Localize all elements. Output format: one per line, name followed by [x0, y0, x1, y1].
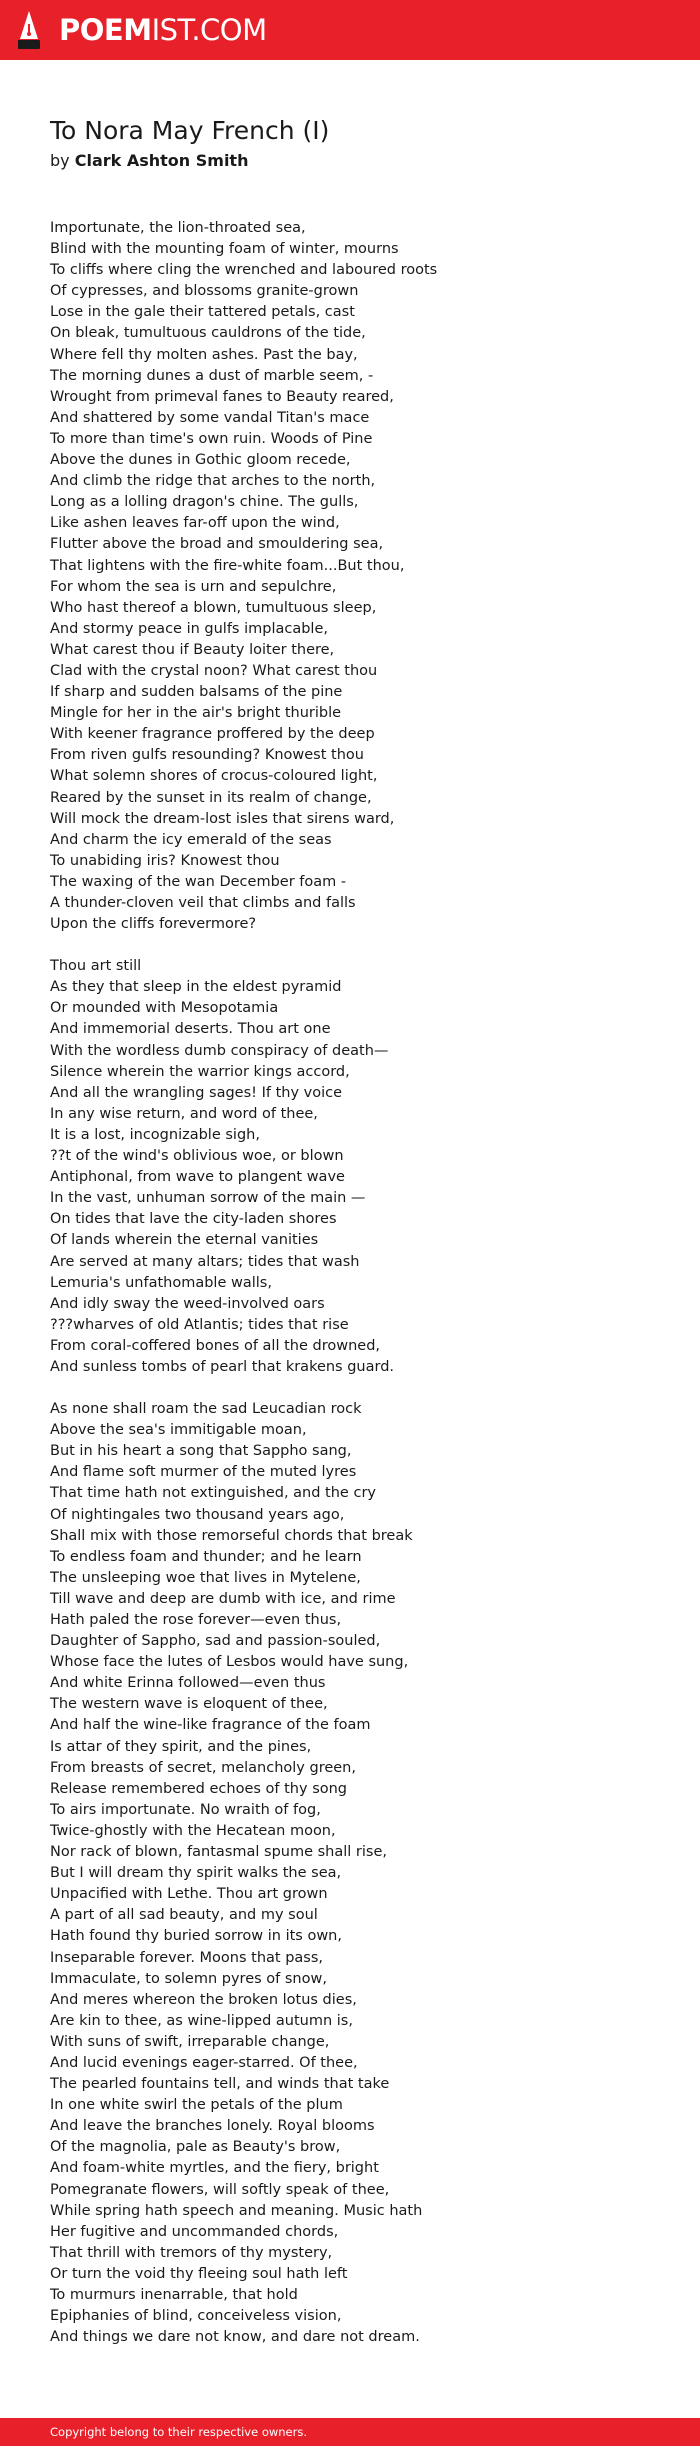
stanza: [50, 218, 670, 935]
poem-line: Whose face the lutes of Lesbos would have sung,: [50, 1654, 409, 1671]
poem-line: But in his heart a song that Sappho sang,: [50, 1443, 352, 1460]
poem-line: In any wise return, and word of thee,: [50, 1105, 318, 1122]
poem-line: And white Erinna followed—even thus: [50, 1675, 326, 1692]
poem-line: Of nightingales two thousand years ago,: [50, 1506, 345, 1523]
poem-line: The morning dunes a dust of marble seem, -: [50, 367, 374, 384]
poem-line: As they that sleep in the eldest pyramid: [50, 979, 342, 996]
poem-line: On tides that lave the city-laden shores: [50, 1211, 337, 1228]
copyright-text: Copyright belong to their respective owners.: [50, 2425, 308, 2439]
poem-line: Unpacified with Lethe. Thou art grown: [50, 1886, 328, 1903]
author-link[interactable]: Clark Ashton Smith: [74, 151, 249, 170]
poem-line: From riven gulfs resounding? Knowest thou: [50, 747, 364, 764]
poem-line: Clad with the crystal noon? What carest thou: [50, 662, 378, 679]
by-label: by: [50, 151, 75, 170]
poem-line: And charm the icy emerald of the seas: [50, 831, 332, 848]
poem-line: Wrought from primeval fanes to Beauty reared,: [50, 388, 394, 405]
poem-line: And all the wrangling sages! If thy voice: [50, 1084, 343, 1101]
poem-line: That lightens with the fire-white foam...But thou,: [50, 557, 405, 574]
poem-line: Lose in the gale their tattered petals, cast: [50, 304, 355, 321]
poem-line: Above the dunes in Gothic gloom recede,: [50, 452, 351, 469]
poem-line: And immemorial deserts. Thou art one: [50, 1021, 331, 1038]
poem-line: Pomegranate flowers, will softly speak of thee,: [50, 2181, 390, 2198]
poem-line: Or turn the void thy fleeing soul hath left: [50, 2265, 348, 2282]
poem-line: Are kin to thee, as wine-lipped autumn is,: [50, 2012, 353, 2029]
poem-line: Is attar of they spirit, and the pines,: [50, 1738, 312, 1755]
poem-line: What carest thou if Beauty loiter there,: [50, 641, 335, 658]
poem-line: Lemuria's unfathomable walls,: [50, 1274, 272, 1291]
top-bar: [0, 0, 700, 60]
byline: [50, 150, 650, 172]
poem-line: Antiphonal, from wave to plangent wave: [50, 1169, 345, 1186]
poem-line: Of the magnolia, pale as Beauty's brow,: [50, 2139, 341, 2156]
poem-line: Who hast thereof a blown, tumultuous sleep,: [50, 599, 377, 616]
poem-line: And meres whereon the broken lotus dies,: [50, 1991, 357, 2008]
poem-line: Importunate, the lion-throated sea,: [50, 220, 306, 236]
poem-line: Of cypresses, and blossoms granite-grown: [50, 283, 359, 300]
poem-line: To unabiding iris? Knowest thou: [50, 852, 280, 869]
poem-line: ???wharves of old Atlantis; tides that rise: [50, 1316, 349, 1333]
poem-line: If sharp and sudden balsams of the pine: [50, 684, 343, 701]
poem-line: Inseparable forever. Moons that pass,: [50, 1949, 324, 1966]
poem-line: Shall mix with those remorseful chords that break: [50, 1527, 413, 1544]
poem-line: To endless foam and thunder; and he learn: [50, 1548, 362, 1565]
poem-line: And shattered by some vandal Titan's mace: [50, 409, 370, 426]
poem-line: From coral-coffered bones of all the drowned,: [50, 1337, 381, 1354]
poem-line: Flutter above the broad and smouldering sea,: [50, 536, 384, 553]
poem-line: To more than time's own ruin. Woods of Pine: [50, 430, 373, 447]
poem-line: The waxing of the wan December foam -: [50, 873, 347, 890]
poem-line: That time hath not extinguished, and the cry: [50, 1485, 376, 1502]
poem-line: For whom the sea is urn and sepulchre,: [50, 578, 337, 595]
poem-line: And half the wine-like fragrance of the foam: [50, 1717, 371, 1734]
poem-line: A thunder-cloven veil that climbs and falls: [50, 895, 356, 911]
footer-bar: [0, 2418, 700, 2446]
poem-line: The western wave is eloquent of thee,: [50, 1696, 328, 1713]
poem-line: Thou art still: [50, 958, 142, 975]
poem-line: From breasts of secret, melancholy green,: [50, 1759, 356, 1776]
poem-line: And idly sway the weed-involved oars: [50, 1295, 325, 1312]
poem-line: While spring hath speech and meaning. Music hath: [50, 2202, 423, 2219]
poem-line: What solemn shores of crocus-coloured light,: [50, 768, 378, 785]
poem-line: Above the sea's immitigable moan,: [50, 1422, 307, 1439]
poem-line: With the wordless dumb conspiracy of death—: [50, 1042, 389, 1059]
poem-line: And flame soft murmer of the muted lyres: [50, 1464, 357, 1481]
poem-line: ??t of the wind's oblivious woe, or blown: [50, 1148, 344, 1165]
poem-body: [50, 218, 670, 2369]
poem-line: Epiphanies of blind, conceiveless vision,: [50, 2308, 342, 2325]
poem-line: As none shall roam the sad Leucadian rock: [50, 1401, 362, 1418]
poem-line: The unsleeping woe that lives in Mytelene,: [50, 1569, 361, 1586]
poem-line: On bleak, tumultuous cauldrons of the tide,: [50, 325, 366, 342]
poem-line: Her fugitive and uncommanded chords,: [50, 2223, 339, 2240]
poem-line: And foam-white myrtles, and the fiery, bright: [50, 2160, 379, 2177]
poem-title: To Nora May French (I): [50, 116, 330, 145]
poem-line: And leave the branches lonely. Royal blooms: [50, 2118, 375, 2135]
poem-line: Reared by the sunset in its realm of change,: [50, 789, 372, 806]
site-logo[interactable]: [16, 10, 267, 50]
poem-line: Till wave and deep are dumb with ice, and rime: [50, 1590, 396, 1607]
poem-line: Hath found thy buried sorrow in its own,: [50, 1928, 342, 1945]
poem-line: Of lands wherein the eternal vanities: [50, 1232, 319, 1249]
poem-line: Release remembered echoes of thy song: [50, 1780, 348, 1797]
poem-line: With keener fragrance proffered by the deep: [50, 726, 375, 743]
poem-line: And lucid evenings eager-starred. Of thee,: [50, 2054, 358, 2071]
poem-line: Blind with the mounting foam of winter, mourns: [50, 241, 399, 258]
poem-line: Immaculate, to solemn pyres of snow,: [50, 1970, 327, 1987]
poem-line: Mingle for her in the air's bright thurible: [50, 705, 342, 722]
logo-text: [59, 10, 267, 50]
poem-line: In one white swirl the petals of the plum: [50, 2097, 343, 2114]
poem-line: Twice-ghostly with the Hecatean moon,: [50, 1822, 336, 1839]
poem-line: Or mounded with Mesopotamia: [50, 1000, 279, 1017]
poem-line: To murmurs inenarrable, that hold: [50, 2287, 298, 2303]
poem-header: [50, 114, 650, 172]
poem-line: With suns of swift, irreparable change,: [50, 2033, 330, 2050]
poem-line: And things we dare not know, and dare not dream.: [50, 2329, 420, 2346]
poem-line: To cliffs where cling the wrenched and laboured roots: [50, 262, 438, 279]
logo-text-light: IST.COM: [151, 13, 267, 47]
poem-line: In the vast, unhuman sorrow of the main —: [50, 1190, 366, 1207]
poem-line: To airs importunate. No wraith of fog,: [50, 1801, 321, 1818]
stanza: [50, 956, 670, 1378]
poem-line: Where fell thy molten ashes. Past the bay,: [50, 346, 358, 363]
poem-line: The pearled fountains tell, and winds that take: [50, 2076, 390, 2093]
poem-line: And stormy peace in gulfs implacable,: [50, 620, 328, 637]
stanza: [50, 1399, 670, 2348]
poem-line: But I will dream thy spirit walks the sea,: [50, 1865, 342, 1882]
poem-line: Silence wherein the warrior kings accord,: [50, 1063, 350, 1080]
poem-line: A part of all sad beauty, and my soul: [50, 1907, 318, 1924]
poem-line: Hath paled the rose forever—even thus,: [50, 1612, 342, 1628]
poem-line: Like ashen leaves far-off upon the wind,: [50, 515, 340, 532]
logo-text-bold: POEM: [59, 13, 152, 47]
poem-line: And sunless tombs of pearl that krakens guard.: [50, 1358, 395, 1375]
poem-line: Will mock the dream-lost isles that sirens ward,: [50, 810, 395, 827]
poem-line: Daughter of Sappho, sad and passion-souled,: [50, 1633, 381, 1650]
poem-line: It is a lost, incognizable sigh,: [50, 1126, 260, 1143]
poem-line: Are served at many altars; tides that wash: [50, 1253, 360, 1270]
quill-pen-icon: [16, 10, 42, 50]
poem-line: Nor rack of blown, fantasmal spume shall rise,: [50, 1844, 387, 1861]
poem-line: Upon the cliffs forevermore?: [50, 916, 257, 933]
poem-line: That thrill with tremors of thy mystery,: [50, 2244, 333, 2261]
poem-line: And climb the ridge that arches to the north,: [50, 473, 376, 490]
poem-line: Long as a lolling dragon's chine. The gulls,: [50, 494, 359, 511]
